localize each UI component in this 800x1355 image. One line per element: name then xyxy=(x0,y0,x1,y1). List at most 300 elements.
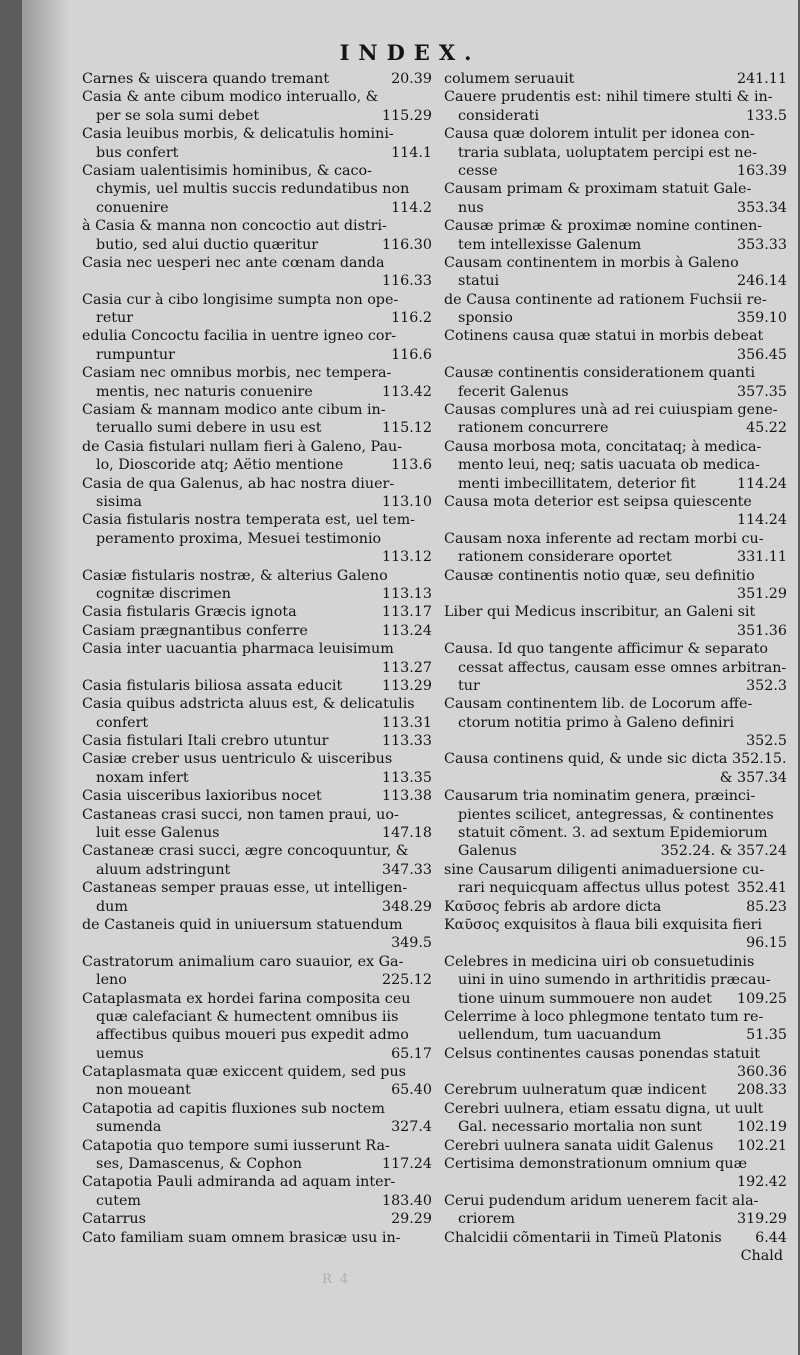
entry-text: Causa morbosa mota, concitataq; à medica- xyxy=(444,438,762,455)
entry-page-ref: 241.11 xyxy=(736,71,787,87)
entry-final-line xyxy=(82,934,432,952)
entry-text: Causa mota deterior est seipsa quiescente xyxy=(444,493,752,510)
index-entry xyxy=(82,327,432,364)
entry-final-line xyxy=(82,70,432,88)
entry-page-ref: 356.45 xyxy=(736,346,787,363)
entry-text: cesse xyxy=(458,162,498,179)
entry-page-ref: 109.25 xyxy=(736,990,787,1007)
index-entry xyxy=(82,695,432,732)
entry-final-line xyxy=(82,1155,432,1173)
entry-final-line xyxy=(82,107,432,125)
index-entry xyxy=(444,291,787,328)
index-entry xyxy=(82,88,432,125)
entry-text: Casia fistularis Græcis ignota xyxy=(82,604,297,621)
entry-final-line xyxy=(82,236,432,254)
entry-text: statui xyxy=(458,273,500,290)
entry-page-ref: 65.40 xyxy=(391,1082,432,1099)
entry-text: de Causa continente ad rationem Fuchsii re- xyxy=(444,291,767,308)
entry-final-line xyxy=(444,585,787,603)
entry-final-line xyxy=(82,1229,432,1247)
entry-text: sumenda xyxy=(96,1119,162,1136)
entry-text xyxy=(458,769,714,787)
entry-page-ref: 225.12 xyxy=(381,972,432,989)
entry-text: Causæ primæ & proximæ nomine continen- xyxy=(444,218,763,235)
entry-page-ref: 113.42 xyxy=(381,383,432,400)
entry-text: traria sublata, uoluptatem percipi est ne- xyxy=(458,144,757,161)
entry-page-ref: 349.5 xyxy=(391,935,432,952)
entry-page-ref: 351.29 xyxy=(736,585,787,602)
entry-final-line xyxy=(82,383,432,401)
index-entry xyxy=(444,1008,787,1045)
entry-final-line xyxy=(444,934,787,952)
index-entry xyxy=(444,88,787,125)
entry-page-ref: 116.2 xyxy=(391,310,432,327)
entry-page-ref: 352.41 xyxy=(736,880,787,897)
index-entry xyxy=(82,787,432,805)
index-entry xyxy=(444,603,787,640)
entry-text xyxy=(458,1173,731,1191)
entry-final-line xyxy=(444,346,787,364)
entry-final-line xyxy=(82,419,432,437)
entry-text: Cerebri uulnera, etiam essatu digna, ut uult xyxy=(444,1100,764,1117)
entry-text: cognitæ discrimen xyxy=(96,585,231,602)
entry-text xyxy=(458,934,740,952)
entry-final-line xyxy=(444,732,787,750)
entry-final-line xyxy=(82,456,432,474)
index-entry xyxy=(444,180,787,217)
entry-final-line xyxy=(444,272,787,290)
entry-final-line xyxy=(82,1081,432,1099)
entry-text xyxy=(96,272,376,290)
entry-text: Casia fistulari Itali crebro utuntur xyxy=(82,733,329,750)
entry-final-line xyxy=(82,769,432,787)
entry-text xyxy=(458,1063,731,1081)
entry-final-line xyxy=(82,971,432,989)
entry-text: Liber qui Medicus inscribitur, an Galeni sit xyxy=(444,604,756,621)
entry-text: Causam primam & proximam statuit Gale- xyxy=(444,181,752,198)
entry-text: Casia quibus adstricta aluus est, & delicatulis xyxy=(82,696,415,713)
entry-text: Catarrus xyxy=(82,1211,146,1228)
entry-page-ref: 45.22 xyxy=(746,420,787,437)
index-entry xyxy=(444,438,787,493)
entry-page-ref: 319.29 xyxy=(736,1211,787,1228)
index-entry xyxy=(82,567,432,604)
entry-text: Casia uisceribus laxioribus nocet xyxy=(82,788,322,805)
index-entry xyxy=(82,1137,432,1174)
entry-page-ref: 192.42 xyxy=(736,1174,787,1191)
index-entry xyxy=(82,254,432,291)
entry-text: Casiam & mannam modico ante cibum in- xyxy=(82,402,386,419)
entry-page-ref: 102.21 xyxy=(736,1137,787,1154)
entry-text: teruallo sumi debere in usu est xyxy=(96,420,322,437)
entry-text: Cauere prudentis est: nihil timere stulti & in- xyxy=(444,89,773,106)
index-entry xyxy=(82,364,432,401)
entry-page-ref: 348.29 xyxy=(381,898,432,915)
entry-page-ref: 114.24 xyxy=(736,475,787,492)
entry-page-ref xyxy=(426,1229,432,1247)
index-entry xyxy=(444,1100,787,1137)
entry-page-ref: 353.33 xyxy=(736,236,787,253)
index-entry xyxy=(82,1100,432,1137)
entry-page-ref: 51.35 xyxy=(746,1027,787,1044)
entry-page-ref: 113.24 xyxy=(381,622,432,639)
entry-text: Causam continentem in morbis à Galeno xyxy=(444,254,739,271)
entry-text: Casia & ante cibum modico interuallo, & xyxy=(82,89,379,106)
entry-text xyxy=(458,622,731,640)
index-entry xyxy=(82,401,432,438)
entry-page-ref: 113.17 xyxy=(381,604,432,621)
entry-page-ref: 357.35 xyxy=(736,383,787,400)
entry-page-ref: 246.14 xyxy=(736,273,787,290)
index-entry xyxy=(82,1173,432,1210)
entry-page-ref: 352.5 xyxy=(746,733,787,750)
entry-final-line xyxy=(444,162,787,180)
entry-page-ref: 360.36 xyxy=(736,1064,787,1081)
index-entry xyxy=(444,640,787,695)
entry-text: edulia Concoctu facilia in uentre igneo cor- xyxy=(82,328,397,345)
entry-text: ctorum notitia primo à Galeno definiri xyxy=(458,714,735,731)
entry-text: mento leui, neq; satis uacuata ob medica- xyxy=(458,457,760,474)
entry-page-ref: 113.29 xyxy=(381,677,432,694)
entry-page-ref: 115.12 xyxy=(381,420,432,437)
index-entry xyxy=(82,162,432,217)
entry-final-line xyxy=(444,842,787,860)
entry-page-ref: 116.6 xyxy=(391,346,432,363)
entry-final-line xyxy=(444,1118,787,1136)
entry-page-ref: 208.33 xyxy=(736,1082,787,1099)
index-entry xyxy=(82,750,432,787)
entry-text: de Casia fistulari nullam fieri à Galeno, Pau- xyxy=(82,438,403,455)
index-entry xyxy=(444,1137,787,1155)
entry-text: tione uinum summouere non audet xyxy=(458,990,712,1007)
entry-text: noxam infert xyxy=(96,769,189,786)
entry-text: rari nequicquam affectus ullus potest xyxy=(458,880,730,897)
left-column xyxy=(82,70,432,1247)
index-entry xyxy=(82,511,432,566)
entry-final-line xyxy=(444,990,787,1008)
entry-text: Casiæ creber usus uentriculo & uisceribus xyxy=(82,751,393,768)
entry-page-ref: 183.40 xyxy=(381,1192,432,1209)
index-entry xyxy=(444,217,787,254)
entry-text: leno xyxy=(96,972,127,989)
entry-final-line xyxy=(82,272,432,290)
entry-text: Celebres in medicina uiri ob consuetudinis xyxy=(444,953,755,970)
entry-text: criorem xyxy=(458,1211,515,1228)
index-entry xyxy=(444,493,787,530)
entry-page-ref: 113.13 xyxy=(381,585,432,602)
entry-text: Castratorum animalium caro suauior, ex Ga- xyxy=(82,953,404,970)
index-entry xyxy=(444,401,787,438)
entry-text: Casia fistularis nostra temperata est, uel tem- xyxy=(82,512,416,529)
entry-final-line xyxy=(444,1229,787,1247)
index-entry xyxy=(82,291,432,328)
entry-page-ref: 347.33 xyxy=(381,861,432,878)
entry-page-ref: 113.31 xyxy=(381,714,432,731)
entry-text: rumpuntur xyxy=(96,346,175,363)
entry-text: Casia inter uacuantia pharmaca leuisimum xyxy=(82,641,394,658)
page-gutter-shadow xyxy=(22,0,70,1355)
entry-text: Gal. necessario mortalia non sunt xyxy=(458,1119,703,1136)
entry-text: uemus xyxy=(96,1045,144,1062)
entry-text: peramento proxima, Mesuei testimonio xyxy=(96,530,382,547)
entry-page-ref: 113.12 xyxy=(381,549,432,566)
entry-text: conuenire xyxy=(96,199,169,216)
entry-text: Causas complures unà ad rei cuiuspiam gene- xyxy=(444,402,778,419)
entry-text: Casia de qua Galenus, ab hac nostra diuer- xyxy=(82,475,395,492)
entry-final-line xyxy=(444,622,787,640)
page-header: INDEX. xyxy=(339,40,481,65)
entry-page-ref: 352.3 xyxy=(746,677,787,694)
entry-text: chymis, uel multis succis redundatibus non xyxy=(96,181,410,198)
index-entry xyxy=(82,732,432,750)
index-entry xyxy=(82,677,432,695)
index-entry xyxy=(82,990,432,1064)
entry-final-line xyxy=(82,622,432,640)
entry-text: Causa continens quid, & unde sic dicta 352.15. xyxy=(444,751,787,768)
entry-text: Certisima demonstrationum omnium quæ xyxy=(444,1156,748,1173)
entry-text: Causæ continentis considerationem quanti xyxy=(444,365,756,382)
entry-final-line xyxy=(444,548,787,566)
entry-final-line xyxy=(82,714,432,732)
entry-final-line xyxy=(444,475,787,493)
entry-text: Celerrime à loco phlegmone tentato tum re- xyxy=(444,1008,764,1025)
entry-text: Casia fistularis biliosa assata educit xyxy=(82,677,343,694)
entry-page-ref: 327.4 xyxy=(391,1119,432,1136)
index-entry xyxy=(444,787,787,861)
entry-page-ref: 353.34 xyxy=(736,199,787,216)
catchword: Chald xyxy=(740,1248,783,1264)
entry-final-line xyxy=(444,1173,787,1191)
index-entry xyxy=(82,217,432,254)
entry-page-ref: 113.33 xyxy=(381,733,432,750)
entry-final-line xyxy=(444,511,787,529)
entry-page-ref: 114.2 xyxy=(391,199,432,216)
entry-text: non moueant xyxy=(96,1082,191,1099)
entry-text: aluum adstringunt xyxy=(96,861,231,878)
entry-text: Casiam ualentisimis hominibus, & caco- xyxy=(82,162,372,179)
index-entry xyxy=(444,898,787,916)
entry-text: Casiam nec omnibus morbis, nec tempera- xyxy=(82,365,392,382)
index-entry xyxy=(82,603,432,621)
entry-text: menti imbecillitatem, deterior fit xyxy=(458,475,696,492)
entry-text: affectibus quibus moueri pus expedit admo xyxy=(96,1027,409,1044)
index-entry xyxy=(82,879,432,916)
entry-page-ref: 6.44 xyxy=(755,1229,787,1246)
entry-text xyxy=(96,548,376,566)
entry-page-ref: & 357.34 xyxy=(719,769,787,786)
entry-text: mentis, nec naturis conuenire xyxy=(96,383,313,400)
entry-final-line xyxy=(444,1081,787,1099)
entry-final-line xyxy=(82,732,432,750)
entry-text: confert xyxy=(96,714,149,731)
entry-text: dum xyxy=(96,898,128,915)
entry-final-line xyxy=(82,677,432,695)
entry-text: Catapotia ad capitis fluxiones sub noctem xyxy=(82,1100,385,1117)
index-entry xyxy=(444,953,787,1008)
entry-final-line xyxy=(444,309,787,327)
index-entry xyxy=(82,953,432,990)
entry-final-line xyxy=(82,1192,432,1210)
entry-final-line xyxy=(82,787,432,805)
entry-final-line xyxy=(444,383,787,401)
index-entry xyxy=(444,530,787,567)
entry-text: fecerit Galenus xyxy=(458,383,569,400)
entry-text: ses, Damascenus, & Cophon xyxy=(96,1156,302,1173)
entry-final-line xyxy=(82,1118,432,1136)
entry-text: Galenus xyxy=(458,843,517,860)
entry-text: Chalcidii cõmentarii in Timeũ Platonis xyxy=(444,1229,722,1246)
index-entry xyxy=(82,125,432,162)
entry-text: Causam noxa inferente ad rectam morbi cu- xyxy=(444,530,764,547)
entry-text: Cato familiam suam omnem brasicæ usu in- xyxy=(82,1229,401,1246)
entry-final-line xyxy=(444,1026,787,1044)
entry-final-line xyxy=(444,1063,787,1081)
entry-page-ref: 29.29 xyxy=(391,1211,432,1228)
right-column xyxy=(444,70,787,1265)
entry-page-ref: 147.18 xyxy=(381,825,432,842)
entry-page-ref: 20.39 xyxy=(391,71,432,87)
index-entry xyxy=(82,842,432,879)
index-entry xyxy=(82,1210,432,1228)
entry-text: Cotinens causa quæ statui in morbis debeat xyxy=(444,328,764,345)
entry-text: retur xyxy=(96,310,134,327)
index-entry xyxy=(82,1063,432,1100)
entry-final-line xyxy=(444,199,787,217)
entry-page-ref: 114.1 xyxy=(391,144,432,161)
entry-text xyxy=(458,732,740,750)
entry-final-line xyxy=(82,548,432,566)
entry-text: nus xyxy=(458,199,484,216)
index-entry xyxy=(444,70,787,88)
entry-page-ref: 102.19 xyxy=(736,1119,787,1136)
entry-text: Casia leuibus morbis, & delicatulis homini- xyxy=(82,126,394,143)
entry-text: luit esse Galenus xyxy=(96,825,220,842)
book-page xyxy=(22,0,798,1355)
entry-page-ref: 116.33 xyxy=(381,273,432,290)
entry-final-line xyxy=(444,677,787,695)
entry-page-ref: 359.10 xyxy=(736,310,787,327)
index-entry xyxy=(82,70,432,88)
index-entry xyxy=(82,806,432,843)
entry-text: Catapotia Pauli admiranda ad aquam inter- xyxy=(82,1174,396,1191)
index-entry xyxy=(82,475,432,512)
entry-text: Casia cur à cibo longisime sumpta non ope- xyxy=(82,291,399,308)
entry-text xyxy=(96,659,376,677)
entry-text: rationem concurrere xyxy=(458,420,609,437)
entry-text: per se sola sumi debet xyxy=(96,107,260,124)
entry-text: Cerebrum uulneratum quæ indicent xyxy=(444,1082,707,1099)
entry-text: Celsus continentes causas ponendas statuit xyxy=(444,1045,761,1062)
entry-page-ref: 113.6 xyxy=(391,457,432,474)
entry-text: uellendum, tum uacuandum xyxy=(458,1027,662,1044)
entry-text: de Castaneis quid in uniuersum statuendum xyxy=(82,916,403,933)
entry-page-ref: 113.35 xyxy=(381,769,432,786)
entry-page-ref: 113.27 xyxy=(381,659,432,676)
entry-text: Carnes & uiscera quando tremant xyxy=(82,71,330,87)
entry-text: Causa quæ dolorem intulit per idonea con- xyxy=(444,126,755,143)
entry-page-ref: 116.30 xyxy=(381,236,432,253)
entry-final-line xyxy=(82,346,432,364)
entry-final-line xyxy=(82,144,432,162)
entry-page-ref: 163.39 xyxy=(736,162,787,179)
entry-text: sponsio xyxy=(458,310,513,327)
entry-text: quæ calefaciant & humectent omnibus iis xyxy=(96,1008,399,1025)
entry-final-line xyxy=(82,603,432,621)
entry-final-line xyxy=(444,898,787,916)
entry-page-ref: 133.5 xyxy=(746,107,787,124)
entry-text: pientes scilicet, antegressas, & continentes xyxy=(458,806,774,823)
entry-page-ref: 65.17 xyxy=(391,1045,432,1062)
index-entry xyxy=(444,567,787,604)
entry-text: Casia nec uesperi nec ante cœnam danda xyxy=(82,254,385,271)
entry-final-line xyxy=(82,659,432,677)
entry-final-line xyxy=(444,769,787,787)
entry-text: Καῦσος exquisitos à flaua bili exquisita fieri xyxy=(444,916,762,933)
entry-final-line xyxy=(82,898,432,916)
entry-text: Catapotia quo tempore sumi iusserunt Ra- xyxy=(82,1137,390,1154)
entry-text: à Casia & manna non concoctio aut distri- xyxy=(82,218,387,235)
entry-final-line xyxy=(82,1210,432,1228)
entry-page-ref: 115.29 xyxy=(381,107,432,124)
entry-final-line xyxy=(82,493,432,511)
entry-text: Cataplasmata ex hordei farina composita ceu xyxy=(82,990,411,1007)
entry-final-line xyxy=(82,1045,432,1063)
signature-mark: R 4 xyxy=(322,1272,351,1287)
entry-text: uini in uino sumendo in arthritidis præcau- xyxy=(458,972,771,989)
entry-text: considerati xyxy=(458,107,540,124)
index-entry xyxy=(82,1229,432,1247)
entry-page-ref: 114.24 xyxy=(736,512,787,529)
index-entry xyxy=(444,750,787,787)
index-entry xyxy=(444,327,787,364)
entry-text: butio, sed alui ductio quæritur xyxy=(96,236,319,253)
entry-text: Causam continentem lib. de Locorum affe- xyxy=(444,696,753,713)
index-entry xyxy=(444,1081,787,1099)
entry-page-ref: 96.15 xyxy=(746,935,787,952)
entry-text: statuit cõment. 3. ad sextum Epidemiorum xyxy=(458,825,768,842)
entry-text: Casiæ fistularis nostræ, & alterius Galeno xyxy=(82,567,388,584)
entry-page-ref: 113.10 xyxy=(381,493,432,510)
entry-final-line xyxy=(444,107,787,125)
entry-final-line xyxy=(444,1210,787,1228)
index-entry xyxy=(444,125,787,180)
entry-text: tem intellexisse Galenum xyxy=(458,236,642,253)
entry-text: lo, Dioscoride atq; Aëtio mentione xyxy=(96,457,344,474)
entry-text: Castaneæ crasi succi, ægre concoquuntur, & xyxy=(82,843,409,860)
entry-text xyxy=(458,511,731,529)
index-entry xyxy=(444,1045,787,1082)
entry-page-ref: 113.38 xyxy=(381,788,432,805)
entry-final-line xyxy=(444,1137,787,1155)
index-entry xyxy=(82,438,432,475)
index-entry xyxy=(444,695,787,750)
entry-text: Castaneas semper prauas esse, ut intelligen- xyxy=(82,880,408,897)
entry-final-line xyxy=(82,309,432,327)
entry-final-line xyxy=(82,861,432,879)
entry-page-ref: 331.11 xyxy=(736,549,787,566)
entry-text: Καῦσος febris ab ardore dicta xyxy=(444,898,662,915)
entry-text: Causarum tria nominatim genera, præinci- xyxy=(444,788,756,805)
index-entry xyxy=(444,1155,787,1192)
entry-final-line xyxy=(82,824,432,842)
index-entry xyxy=(444,916,787,953)
entry-text: Cerui pudendum aridum uenerem facit ala- xyxy=(444,1192,759,1209)
entry-page-ref: 351.36 xyxy=(736,622,787,639)
entry-text: Causæ continentis notio quæ, seu definitio xyxy=(444,567,755,584)
index-entry xyxy=(444,1192,787,1229)
entry-text xyxy=(458,585,731,603)
entry-final-line xyxy=(444,70,787,88)
